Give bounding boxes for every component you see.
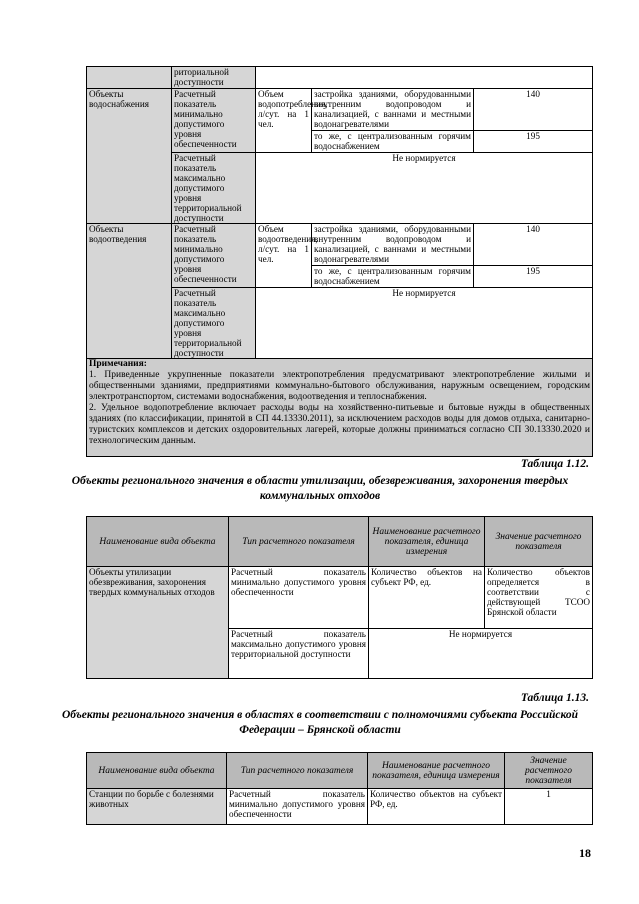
header-indicator-type: Тип расчетного показателя <box>227 753 368 789</box>
table-title: Объекты регионального значения в области утилизации, обезвреживания, захоронения твердых коммунальных отходов <box>71 475 569 502</box>
object-name-cell: Станции по борьбе с болезнями животных <box>87 789 227 825</box>
header-indicator-value: Значение расчетного показателя <box>505 753 593 789</box>
table-number: Таблица 1.12. <box>520 458 589 470</box>
building-type-cell: то же, с централизованным горячим водоснабжением <box>312 266 474 288</box>
unit-cell: Объем водопотребления, л/сут. на 1 чел. <box>256 89 312 153</box>
header-indicator-name: Наименование расчетного показателя, единица измерения <box>369 517 485 567</box>
utilities-table-continuation <box>86 66 593 457</box>
table-1-13 <box>86 752 593 825</box>
indicator-type-cell: Расчетный показатель максимально допустимого уровня территориальной доступности <box>172 288 256 359</box>
note-2: 2. Удельное водопотребление включает расходы воды на хозяйственно-питьевые и бытовые нужды в общественных зданиях (по классификации, принятой в СП 44.13330.2011), за исключением расходов воды для домов отдыха, санитарно-туристских комплексов и детских оздоровительных лагерей, которые должны приниматься согласно СП 30.13330.2020 и технологическим данным. <box>89 403 591 446</box>
header-indicator-value: Значение расчетного показателя <box>485 517 593 567</box>
indicator-type-cell: Расчетный показатель минимально допустимого уровня обеспеченности <box>229 567 369 629</box>
value-cell: 195 <box>474 131 593 153</box>
not-normalized-cell: Не нормируется <box>256 288 593 359</box>
value-cell: 140 <box>474 224 593 266</box>
value-cell: Количество объектов определяется в соответствии с действующей ТСОО Брянской области <box>485 567 593 629</box>
table-number: Таблица 1.13. <box>520 692 589 704</box>
unit-cell: Объем водоотведения, л/сут. на 1 чел. <box>256 224 312 288</box>
not-normalized-cell: Не нормируется <box>256 153 593 224</box>
unit-cell: Количество объектов на субъект РФ, ед. <box>369 567 485 629</box>
note-1: 1. Приведенные укрупненные показатели электропотребления предусматривают электропотребление жилыми и общественными зданиями, предприятиями коммунально-бытового обслуживания, наружным освещением, городским электротранспортом, системами водоснабжения, водоотведения и теплоснабжения. <box>89 370 591 402</box>
header-indicator-name: Наименование расчетного показателя, единица измерения <box>368 753 505 789</box>
value-cell: 1 <box>505 789 593 825</box>
building-type-cell: застройка зданиями, оборудованными внутренним водопроводом и канализацией, с ваннами и местными водонагревателями <box>312 224 474 266</box>
object-name-cell: Объекты водоотведения <box>87 224 172 359</box>
value-cell: 195 <box>474 266 593 288</box>
unit-cell: Количество объектов на субъект РФ, ед. <box>368 789 505 825</box>
indicator-type-cell: Расчетный показатель максимально допустимого уровня территориальной доступности <box>172 153 256 224</box>
building-type-cell: застройка зданиями, оборудованными внутренним водопроводом и канализацией, с ваннами и местными водонагревателями <box>312 89 474 131</box>
header-indicator-type: Тип расчетного показателя <box>229 517 369 567</box>
indicator-type-cell: Расчетный показатель минимально допустимого уровня обеспеченности <box>227 789 368 825</box>
page-number: 18 <box>579 846 591 860</box>
notes-cell <box>87 359 593 457</box>
value-cell: 140 <box>474 89 593 131</box>
empty-cell <box>256 67 593 89</box>
indicator-type-cell: Расчетный показатель минимально допустимого уровня обеспеченности <box>172 89 256 153</box>
header-object-type: Наименование вида объекта <box>87 517 229 567</box>
table-1-12 <box>86 516 593 679</box>
table-title: Объекты регионального значения в областях в соответствии с полномочиями субъекта Российской Федерации – Брянской области <box>61 709 579 736</box>
indicator-type-cell: Расчетный показатель минимально допустимого уровня обеспеченности <box>172 224 256 288</box>
notes-heading: Примечания: <box>89 359 147 369</box>
header-object-type: Наименование вида объекта <box>87 753 227 789</box>
building-type-cell: то же, с централизованным горячим водоснабжением <box>312 131 474 153</box>
indicator-type-cell: риториальной доступности <box>172 67 256 89</box>
object-name-cell: Объекты утилизации обезвреживания, захоронения твердых коммунальных отходов <box>87 567 229 679</box>
indicator-type-cell: Расчетный показатель максимально допустимого уровня территориальной доступности <box>229 629 369 679</box>
not-normalized-cell: Не нормируется <box>369 629 593 679</box>
object-name-cell: Объекты водоснабжения <box>87 89 172 224</box>
empty-object-cell <box>87 67 172 89</box>
